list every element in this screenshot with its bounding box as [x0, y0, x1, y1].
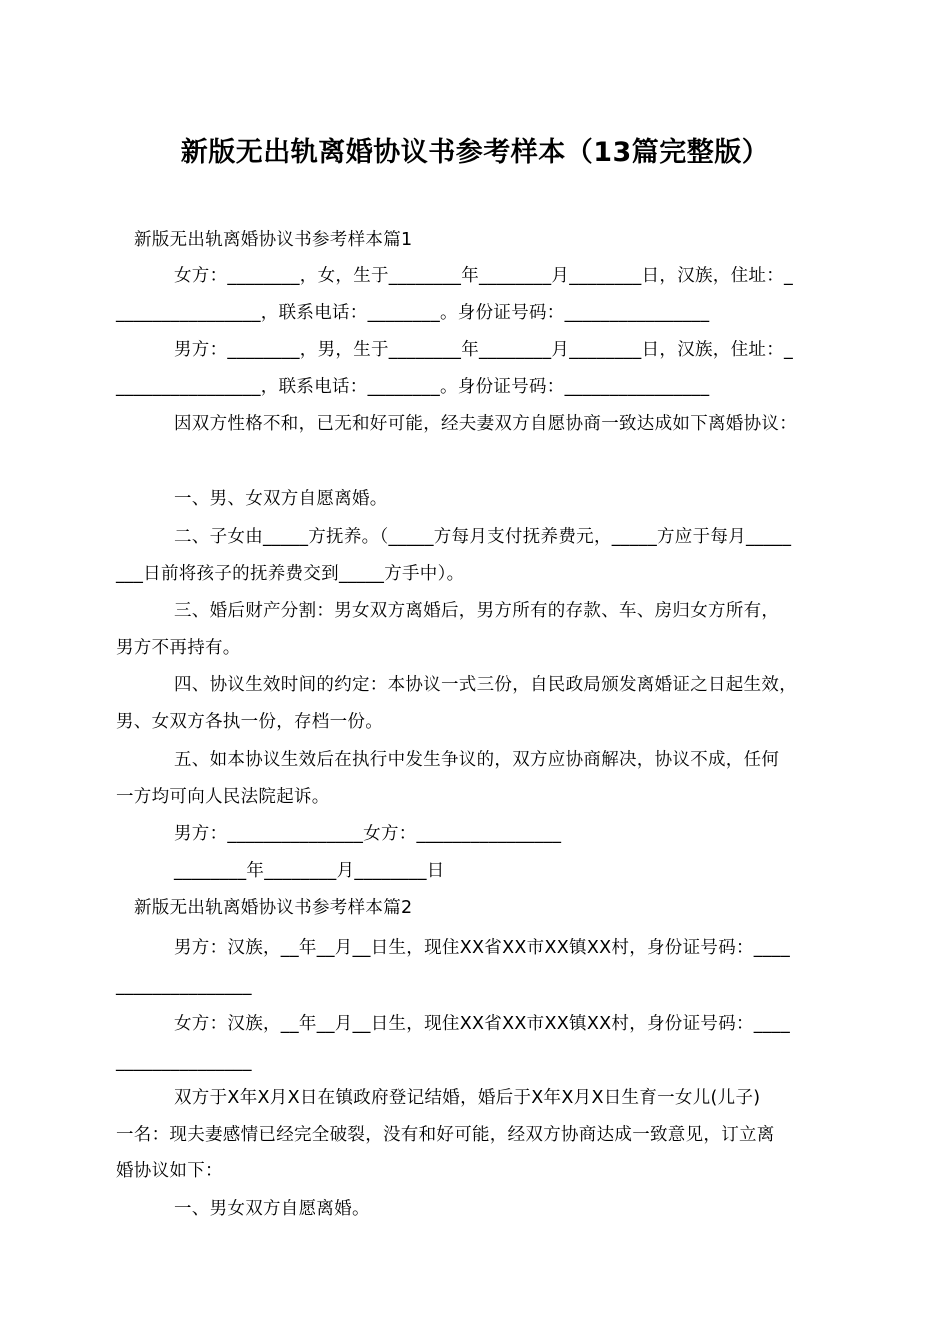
paragraph-line: 一方均可向人民法院起诉。 — [116, 787, 330, 807]
paragraph-line: 一、男女双方自愿离婚。 — [174, 1199, 370, 1219]
paragraph-line: 婚协议如下： — [116, 1161, 223, 1181]
paragraph-line: ___日前将孩子的抚养费交到_____方手中）。 — [116, 564, 465, 584]
paragraph-line: 三、婚后财产分割：男女双方离婚后，男方所有的存款、车、房归女方所有， — [174, 601, 780, 621]
paragraph-line: 男方：________，男，生于________年________月________日，汉族，住址：_ — [174, 340, 794, 360]
section-heading-2: 新版无出轨离婚协议书参考样本篇2 — [134, 898, 413, 918]
paragraph-line: 一名：现夫妻感情已经完全破裂，没有和好可能，经双方协商达成一致意见，订立离 — [116, 1125, 775, 1145]
paragraph-line: 男方：汉族，__年__月__日生，现住XX省XX市XX镇XX村，身份证号码：____ — [174, 938, 791, 958]
paragraph-line: 女方：________，女，生于________年________月________日，汉族，住址：_ — [174, 266, 794, 286]
paragraph-line: 因双方性格不和，已无和好可能，经夫妻双方自愿协商一致达成如下离婚协议： — [174, 414, 797, 434]
paragraph-line: ________________，联系电话：________。身份证号码：________________ — [116, 303, 710, 323]
paragraph-line: 四、协议生效时间的约定：本协议一式三份，自民政局颁发离婚证之日起生效， — [174, 675, 797, 695]
paragraph-line: 二、子女由_____方抚养。（_____方每月支付抚养费元，_____方应于每月_____ — [174, 527, 792, 547]
paragraph-line: 双方于X年X月X日在镇政府登记结婚，婚后于X年X月X日生育一女儿(儿子) — [174, 1088, 761, 1108]
document-title: 新版无出轨离婚协议书参考样本（13篇完整版） — [180, 137, 770, 168]
paragraph-line: 一、男、女双方自愿离婚。 — [174, 489, 388, 509]
paragraph-line: 五、如本协议生效后在执行中发生争议的，双方应协商解决，协议不成，任何 — [174, 750, 780, 770]
paragraph-line: _______________ — [116, 1052, 252, 1072]
paragraph-line: _______________ — [116, 976, 252, 996]
date-line: ________年________月________日 — [174, 861, 445, 881]
paragraph-line: 女方：汉族，__年__月__日生，现住XX省XX市XX镇XX村，身份证号码：____ — [174, 1014, 791, 1034]
signature-line: 男方：_______________女方：________________ — [174, 824, 562, 844]
paragraph-line: 男方不再持有。 — [116, 638, 241, 658]
paragraph-line: ________________，联系电话：________。身份证号码：________________ — [116, 377, 710, 397]
paragraph-line: 男、女双方各执一份，存档一份。 — [116, 712, 383, 732]
section-heading-1: 新版无出轨离婚协议书参考样本篇1 — [134, 230, 413, 250]
